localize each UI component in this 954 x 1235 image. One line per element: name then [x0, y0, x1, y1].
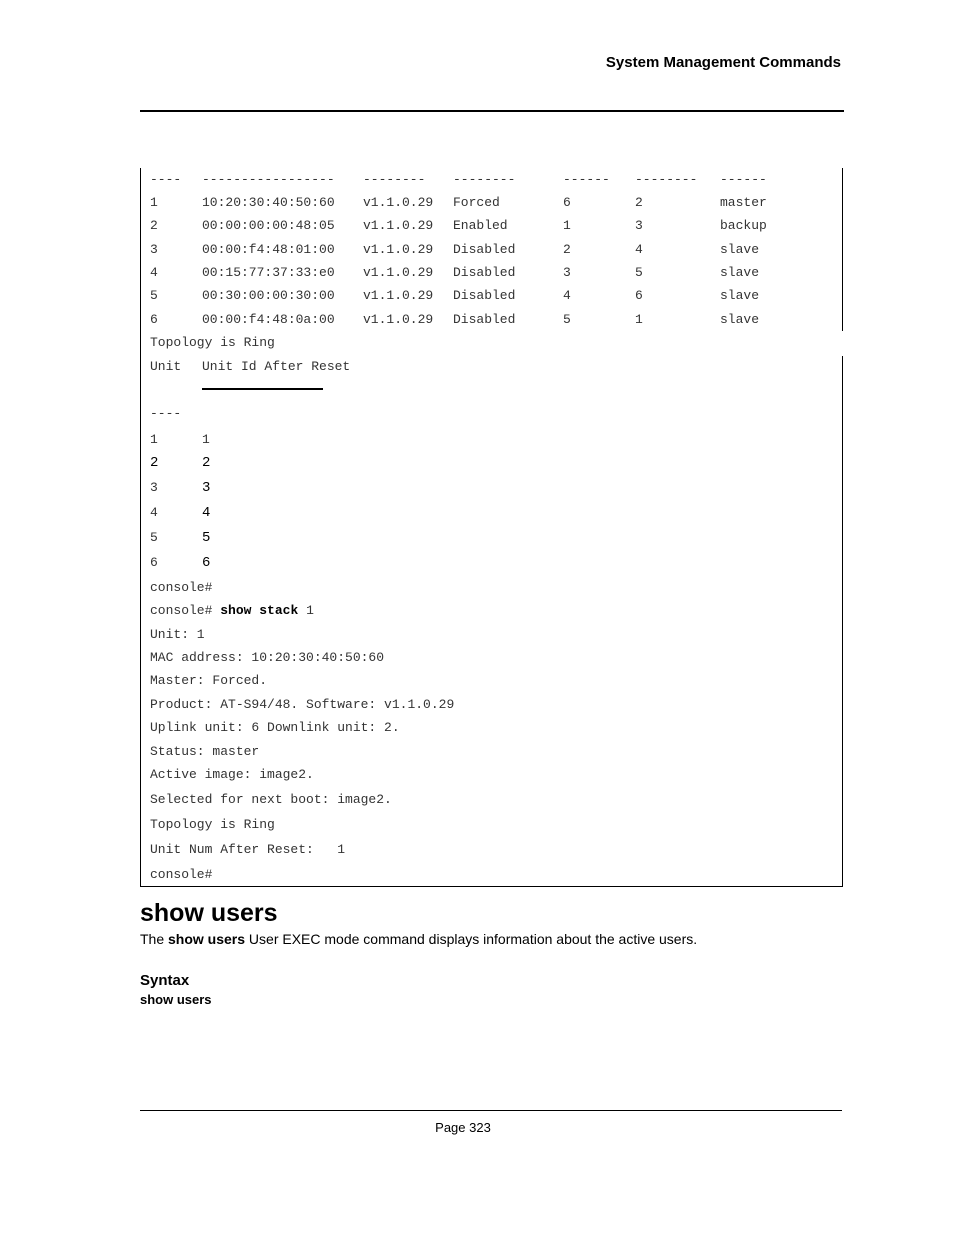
table-cell: v1.1.0.29	[363, 265, 434, 280]
table-cell: v1.1.0.29	[363, 195, 434, 210]
table-cell: 00:30:00:00:30:00	[202, 288, 335, 303]
reset-unit: 1	[150, 432, 158, 447]
reset-unit: 6	[150, 555, 158, 570]
table-cell: Enabled	[453, 218, 508, 233]
dash-col-3: --------	[363, 172, 426, 187]
reset-id: 2	[202, 455, 211, 471]
table-cell: Disabled	[453, 312, 516, 327]
header-rule	[140, 110, 844, 112]
output-topology: Topology is Ring	[150, 817, 275, 832]
desc-text: The	[140, 931, 169, 947]
table-cell: 10:20:30:40:50:60	[202, 195, 335, 210]
reset-header-underline	[202, 388, 323, 390]
table-cell: v1.1.0.29	[363, 312, 434, 327]
table-cell: slave	[720, 312, 760, 327]
reset-dash: ----	[150, 406, 182, 421]
table-cell: 6	[635, 288, 643, 303]
command-keyword: show stack	[220, 603, 299, 618]
code-box-right-border-bottom	[842, 356, 843, 887]
table-cell: 1	[635, 312, 643, 327]
table-cell: 3	[563, 265, 571, 280]
table-cell: 00:15:77:37:33:e0	[202, 265, 335, 280]
console-prompt: console#	[150, 603, 213, 618]
reset-unit: 5	[150, 530, 158, 545]
table-cell: 00:00:00:00:48:05	[202, 218, 335, 233]
reset-id: 5	[202, 530, 211, 546]
table-cell: 2	[563, 242, 571, 257]
reset-id: 3	[202, 480, 211, 496]
table-cell: backup	[720, 218, 767, 233]
output-unit: Unit: 1	[150, 627, 205, 642]
command-argument: 1	[306, 603, 314, 618]
table-cell: 3	[635, 218, 643, 233]
dash-col-6: --------	[635, 172, 698, 187]
table-cell: 1	[563, 218, 571, 233]
table-cell: slave	[720, 288, 760, 303]
table-cell: 00:00:f4:48:0a:00	[202, 312, 335, 327]
reset-id: 1	[202, 432, 210, 447]
output-active-image: Active image: image2.	[150, 767, 314, 782]
section-title: show users	[140, 899, 278, 927]
table-cell: Disabled	[453, 242, 516, 257]
table-cell: v1.1.0.29	[363, 218, 434, 233]
table-cell: 3	[150, 242, 158, 257]
dash-col-4: --------	[453, 172, 516, 187]
dash-col-5: ------	[563, 172, 610, 187]
output-product: Product: AT-S94/48. Software: v1.1.0.29	[150, 697, 455, 712]
reset-id: 4	[202, 505, 211, 521]
desc-command: show users	[168, 931, 246, 947]
table-cell: 6	[563, 195, 571, 210]
reset-unit: 2	[150, 455, 159, 471]
table-cell: 2	[150, 218, 158, 233]
section-description	[140, 931, 697, 947]
reset-col-id-header: Unit Id After Reset	[202, 359, 351, 374]
dash-col-2: -----------------	[202, 172, 335, 187]
desc-text: User EXEC mode command displays information about the active users.	[245, 931, 698, 947]
dash-col-7: ------	[720, 172, 767, 187]
table-cell: Disabled	[453, 265, 516, 280]
output-status: Status: master	[150, 744, 260, 759]
footer-rule	[140, 1110, 842, 1111]
table-cell: 4	[635, 242, 643, 257]
console-prompt-final: console#	[150, 867, 213, 882]
syntax-heading: Syntax	[140, 972, 190, 989]
table-cell: 2	[635, 195, 643, 210]
table-cell: 6	[150, 312, 158, 327]
console-command-line	[150, 603, 314, 619]
table-cell: 1	[150, 195, 158, 210]
table-cell: slave	[720, 242, 760, 257]
reset-unit: 3	[150, 480, 158, 495]
reset-col-unit-header: Unit	[150, 359, 182, 374]
code-box-left-border	[140, 168, 141, 887]
page-number: Page 323	[435, 1120, 491, 1135]
table-cell: master	[720, 195, 767, 210]
code-example-box	[140, 168, 842, 887]
table-cell: Disabled	[453, 288, 516, 303]
table-cell: v1.1.0.29	[363, 242, 434, 257]
table-cell: 5	[150, 288, 158, 303]
output-unit-num: Unit Num After Reset: 1	[150, 842, 346, 857]
table-cell: 4	[150, 265, 158, 280]
table-cell: 00:00:f4:48:01:00	[202, 242, 335, 257]
table-cell: 4	[563, 288, 571, 303]
table-cell: v1.1.0.29	[363, 288, 434, 303]
output-master: Master: Forced.	[150, 673, 268, 688]
output-next-boot: Selected for next boot: image2.	[150, 792, 392, 807]
code-box-bottom-border	[140, 886, 843, 887]
console-prompt: console#	[150, 580, 213, 595]
output-mac: MAC address: 10:20:30:40:50:60	[150, 650, 385, 665]
dash-col-1: ----	[150, 172, 182, 187]
reset-unit: 4	[150, 505, 158, 520]
table-cell: 5	[563, 312, 571, 327]
table-cell: slave	[720, 265, 760, 280]
output-uplink: Uplink unit: 6 Downlink unit: 2.	[150, 720, 400, 735]
table-cell: 5	[635, 265, 643, 280]
code-box-right-border-top	[842, 168, 843, 331]
topology-line: Topology is Ring	[150, 335, 275, 350]
reset-id: 6	[202, 555, 211, 571]
syntax-text: show users	[140, 992, 212, 1007]
table-cell: Forced	[453, 195, 500, 210]
header-title: System Management Commands	[605, 54, 841, 71]
